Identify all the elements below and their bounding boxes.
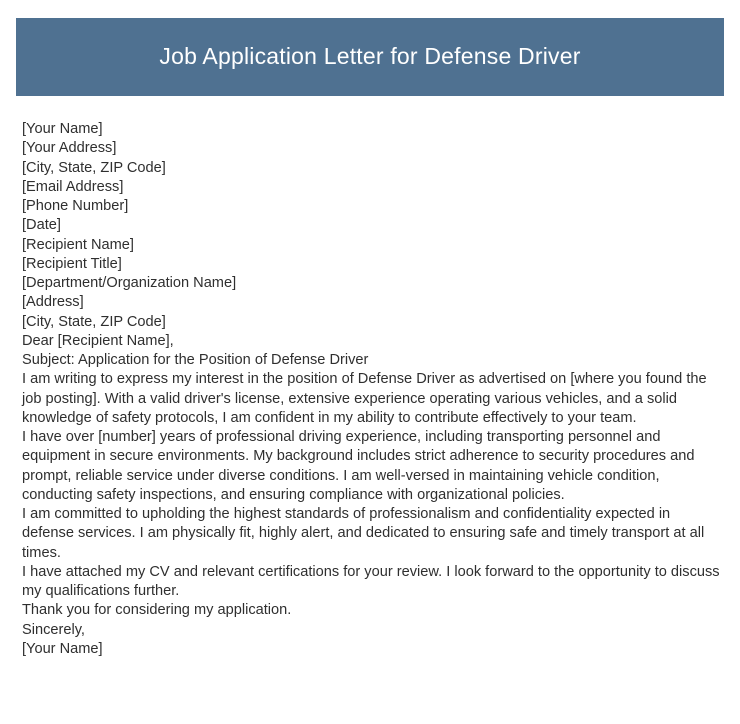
letter-paragraph: I have attached my CV and relevant certifications for your review. I look forward to the opportunity to discuss my qualifications further. [22, 563, 720, 599]
address-line: [Phone Number] [22, 198, 129, 214]
signature: [Your Name] [22, 640, 103, 657]
address-line: [Your Address] [22, 140, 117, 157]
salutation: Dear [Recipient Name], [22, 332, 174, 349]
letter-paragraph: I am committed to upholding the highest standards of professionalism and confidentiality expected in defense services. I am physically fit, highly alert, and dedicated to ensuring safe and timely transport at all times. [22, 506, 705, 561]
subject-line: Subject: Application for the Position of Defense Driver [22, 352, 369, 368]
page-title: Job Application Letter for Defense Driver [159, 43, 581, 70]
letter-body [16, 96, 724, 659]
letter-paragraph: Thank you for considering my application. [22, 602, 292, 619]
address-line: [Recipient Name] [22, 236, 134, 253]
letter-paragraph: I am writing to express my interest in the position of Defense Driver as advertised on [where you found the job posting]. With a valid driver's license, extensive experience operating various vehicles, and a solid knowledge of safety protocols, I am confident in my ability to contribute effectively to your team. [22, 371, 707, 426]
closing: Sincerely, [22, 621, 85, 638]
letter-paragraph: I have over [number] years of professional driving experience, including transporting personnel and equipment in secure environments. My background includes strict adherence to security procedures and prompt, reliable service under diverse conditions. I am well-versed in maintaining vehicle condition, conducting safety inspections, and ensuring compliance with organizational policies. [22, 429, 695, 503]
address-line: [Email Address] [22, 178, 124, 195]
address-line: [Address] [22, 294, 84, 311]
address-line: [City, State, ZIP Code] [22, 159, 166, 176]
address-line: [Date] [22, 217, 61, 234]
document-header-banner [16, 18, 724, 96]
address-line: [Department/Organization Name] [22, 275, 237, 291]
address-line: [Your Name] [22, 121, 103, 137]
address-line: [Recipient Title] [22, 255, 122, 272]
address-line: [City, State, ZIP Code] [22, 313, 166, 330]
